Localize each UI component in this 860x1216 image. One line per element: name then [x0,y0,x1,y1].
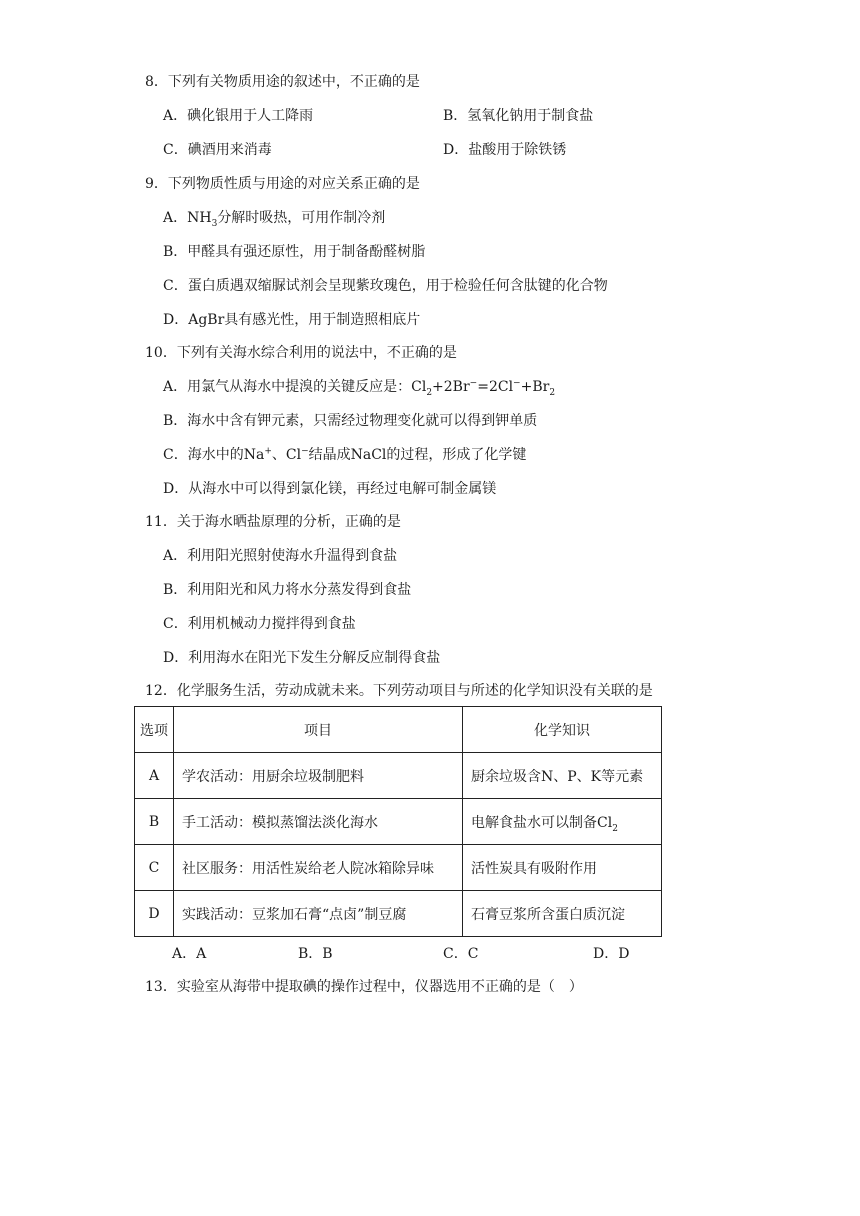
table-cell-knowledge: 活性炭具有吸附作用 [463,845,662,891]
table-cell-knowledge: 电解食盐水可以制备$Cl_2$ [463,799,662,845]
table-row [135,891,662,937]
q9-option-b: B．甲醛具有强还原性，用于制备酚醛树脂 [163,244,426,260]
q11-option-c: C．利用机械动力搅拌得到食盐 [163,616,356,632]
q12-answer-c: C．C [443,946,479,962]
q12-answer-b: B．B [298,946,333,962]
table-header-row [135,707,662,753]
q8-stem: 8．下列有关物质用途的叙述中，不正确的是 [145,74,420,90]
table-row [135,799,662,845]
q11-stem: 11．关于海水晒盐原理的分析，正确的是 [145,514,401,530]
table-cell-project: 手工活动：模拟蒸馏法淡化海水 [174,799,463,845]
q13-stem: 13．实验室从海带中提取碘的操作过程中，仪器选用不正确的是（ ） [145,979,583,995]
q12-answer-d: D．D [593,946,630,962]
table-row [135,753,662,799]
q8-option-d: D．盐酸用于除铁锈 [443,142,567,158]
q12-stem: 12．化学服务生活，劳动成就未来。下列劳动项目与所述的化学知识没有关联的是 [145,683,653,699]
table-cell-option: B [135,799,174,845]
table-cell-option: A [135,753,174,799]
table-cell-project: 社区服务：用活性炭给老人院冰箱除异味 [174,845,463,891]
table-cell-knowledge: 石膏豆浆所含蛋白质沉淀 [463,891,662,937]
table-cell-project: 实践活动：豆浆加石膏“点卤”制豆腐 [174,891,463,937]
q8-option-a: A．碘化银用于人工降雨 [163,108,314,124]
table-cell-knowledge: 厨余垃圾含N、P、K等元素 [463,753,662,799]
table-cell-option: C [135,845,174,891]
q10-option-d: D．从海水中可以得到氯化镁，再经过电解可制金属镁 [163,481,497,497]
q8-option-c: C．碘酒用来消毒 [163,142,272,158]
q8-option-b: B．氢氧化钠用于制食盐 [443,108,594,124]
q9-option-d: D．AgBr具有感光性，用于制造照相底片 [163,312,421,328]
table-header-option: 选项 [135,707,174,753]
q9-stem: 9．下列物质性质与用途的对应关系正确的是 [145,176,420,192]
q12-answer-a: A．A [172,946,207,962]
table-header-knowledge: 化学知识 [463,707,662,753]
table-cell-project: 学农活动：用厨余垃圾制肥料 [174,753,463,799]
table-row [135,845,662,891]
table-header-project: 项目 [174,707,463,753]
q9-option-c: C．蛋白质遇双缩脲试剂会呈现紫玫瑰色，用于检验任何含肽键的化合物 [163,278,608,294]
q11-option-d: D．利用海水在阳光下发生分解反应制得食盐 [163,650,441,666]
table-cell-option: D [135,891,174,937]
q11-option-b: B．利用阳光和风力将水分蒸发得到食盐 [163,582,412,598]
q10-stem: 10．下列有关海水综合利用的说法中，不正确的是 [145,345,457,361]
q10-option-b: B．海水中含有钾元素，只需经过物理变化就可以得到钾单质 [163,413,538,429]
q10-option-a: A．用氯气从海水中提溴的关键反应是：$Cl_2+2Br^-=2Cl^-+Br_2$ [163,378,556,398]
q9-option-a: A．$NH_3$分解时吸热，可用作制冷剂 [163,210,386,229]
knowledge-table [134,706,662,937]
q10-option-c: C．海水中的Na+、Cl−结晶成NaCl的过程，形成了化学键 [163,446,527,463]
q11-option-a: A．利用阳光照射使海水升温得到食盐 [163,548,398,564]
